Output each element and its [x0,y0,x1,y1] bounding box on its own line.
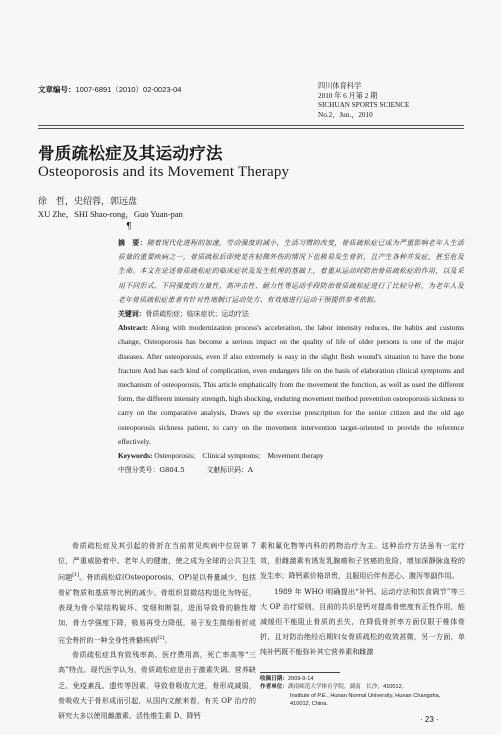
author-unit-en-1: Institute of P.E., Hunan Normal University, Hunan Changsha, [290,692,441,699]
body-text: 。骨质疏松症(Osteoporosis，OP)是以骨量减少，包括骨矿物质和基质等比例的减少、骨组织显微结构退化为特征，表现为骨小梁结构破坏、变细和断裂，进而导致骨的脆性增加，骨力学强度下降，极易再受力降低，易于发生微细骨折或完全骨折的一种全身性骨骼疾病 [58,572,257,644]
journal-name-cn: 四川体育科学 [318,82,362,90]
footnote-author [260,683,440,691]
abstract-en-text: Along with modernization process's acceleration, the labor intensity reduces, the habits and customs change, Osteoporosis has become a serious impact on the quality of life of older persons is one of the major diseases. After osteoporosis, even if also extremely is easy in the slight flesh wound's situation to have the bone fracture And has each kind of complication, even endangers life on the basis of elaboration clinical symptoms and mechanism of osteoporosis, This article emphatically from the movement the function, as well as used the different form, the different intensity strength, high shocking, enduring movement method prevention osteoporosis sickness to carry on the comparative analysis, Draws up the exercise prescription for the senior citizen and the old age osteoporosis sickness patient, to carry on the movement intervention target-oriented to provide the reference effectively. [118,323,464,446]
keywords-cn-text: 骨质疏松症；临床症状；运动疗法 [145,310,249,319]
author-unit-en-2: 410012, China. [290,701,328,708]
abstract-en-label: Abstract: [118,323,148,333]
author-unit-label: 作者单位： [260,684,288,691]
keywords-en-label: Keywords: [118,451,153,461]
header-rule-bottom [38,128,464,129]
authors-english: XU Zhe，SHI Shao-rong，Guo Yuan-pan [38,209,183,219]
abstract-english [118,321,464,449]
journal-name-en: SICHUAN SPORTS SCIENCE [318,101,410,110]
journal-issue-en: No.2，Jun.，2010 [318,110,373,119]
keywords-english [118,449,464,463]
doc-code-label: 文献标识码： [206,466,248,475]
author-unit-cn: 湖南师范大学体育学院，湖南 长沙，410012。 [287,684,408,691]
header-rule-top [38,125,464,126]
body-paragraph [58,538,256,647]
abstract-cn-label: 摘 要： [118,239,147,247]
body-paragraph: 1989 年 WHO 明确提出“补钙、运动疗法和饮食调节”等三大 OP 治疗原则，目前的共识是钙对提高骨密度有正性作用，能减缓但不能阻止骨质的丢失，在降低骨折率方面仅限于椎体骨折，且对防治绝经后期妇女骨质疏松的收效甚微，另一方面，单纯补钙既不能弥补其它营养素和雌激 [260,586,465,657]
body-column-right [260,538,465,660]
article-number [38,84,181,95]
body-text: 。 [164,634,172,644]
article-number-label: 文章编号： [38,85,76,94]
journal-info [318,82,409,120]
abstract-block [118,236,464,477]
body-text: 骨质疏松症及其引起的骨折在当前常见疾病中位居第 7 位，严重威胁着中、老年人的健康，使之成为全球的公共卫生问题 [58,541,256,582]
authors-chinese: 徐 哲，史绍蓉，郭远盘 [38,197,138,207]
clc-value: G804.5 [159,466,185,475]
title-chinese: 骨质疏松症及其运动疗法 [38,144,223,163]
received-label: 收稿日期： [260,676,288,682]
doc-code-value: A [247,466,253,475]
citation: [2] [157,634,165,641]
footnote-received [260,675,440,683]
article-number-value: 1007-6891（2010）02-0023-04 [75,85,182,94]
abstract-chinese [118,236,464,307]
received-date: 2009-9-14 [287,676,314,682]
keywords-cn-label: 关键词： [118,310,146,319]
body-paragraph: 骨质疏松症具有致残率高、医疗费用高，死亡率高等“三高”特点。现代医学认为，骨质疏松症是由于激素失调、营养缺乏、免疫紊乱、遗传等因素，导致骨吸收亢进，骨形成减弱，骨吸收大于骨形成而引起，从国内文献来看，有关 OP 治疗的研究大多以使用雌激素、活性维生素 D、降钙 [58,650,256,720]
citation: [1] [72,572,80,579]
abstract-cn-text: 随着现代化进程的加速，劳动强度的减小，生活习惯的改变，骨质疏松症已成为严重影响老年人生活质量的重要疾病之一，骨质疏松后即使是在轻微外伤的情况下也极易发生骨折，且产生各种并发症，甚至危及生命。本文在论述骨质疏松症的临床症状及发生机理的基础上，着重从运动时防治骨质疏松症的作用，以及采用不同形式、不同强度的力量性、高冲击性、耐力性等运动手段防治骨质疏松症进行了比较分析，为老年人及老年骨质疏松症患者有针对性地制订运动处方、有效地进行运动干预提供参考依据。 [118,239,464,304]
editor-mark: ¶ [126,222,132,232]
page-number: · 23 · [420,715,439,724]
clc-label: 中图分类号： [118,466,160,475]
footnote [260,675,440,709]
title-english: Osteoporosis and its Movement Therapy [38,164,290,180]
journal-issue-cn: 2010 年 6 月第 2 期 [318,91,378,100]
body-paragraph: 素和氟化物等内科的药物治疗为主。这种治疗方法虽有一定疗效，但雌激素有诱发乳腺癌和子宫癌的危险，增加深静脉血栓的发生率；降钙素价格昂贵，且服用后伴有恶心、腹泻等副作用。 [260,541,465,581]
footnote-rule [260,672,340,673]
keywords-chinese [118,307,464,321]
keywords-en-text: Osteoporosis; Clinical symptoms; Movement therapy [154,451,324,461]
classification [118,463,464,477]
body-column-left [58,538,256,723]
